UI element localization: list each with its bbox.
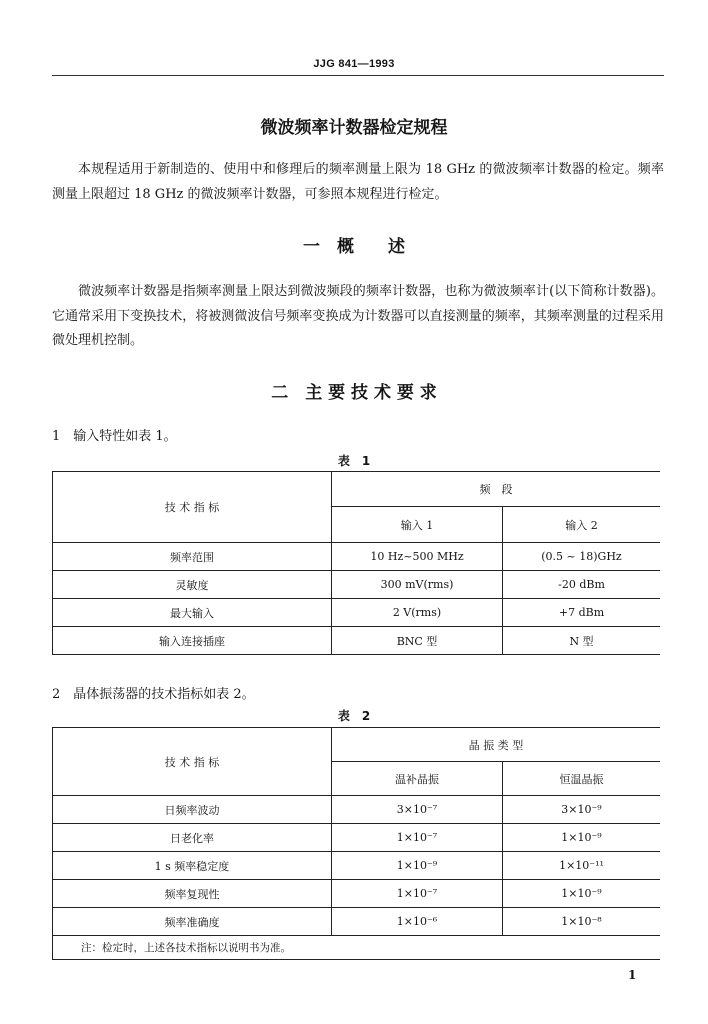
table2-group-header: 晶 振 类 型 [332,728,661,762]
table-cell: 1×10⁻⁹ [332,852,503,880]
table-cell: 1×10⁻¹¹ [503,852,661,880]
table-1 [52,471,660,655]
table-row [53,627,661,655]
table-cell: 频率范围 [53,543,332,571]
table-cell: 300 mV(rms) [332,571,503,599]
table1-group-header: 频 段 [332,472,661,507]
table-cell: -20 dBm [503,571,661,599]
table-row [53,880,661,908]
table-cell: BNC 型 [332,627,503,655]
table2-note: 注：检定时，上述各技术指标以说明书为准。 [53,936,661,960]
table-cell: 最大输入 [53,599,332,627]
header-rule [52,75,664,76]
table-cell: 1×10⁻⁶ [332,908,503,936]
table-cell: 3×10⁻⁹ [503,796,661,824]
table-row [53,599,661,627]
table-cell: 频率准确度 [53,908,332,936]
table-row [53,852,661,880]
table-cell: 1×10⁻⁷ [332,880,503,908]
table2-caption: 表 2 [337,709,371,723]
table-cell: 10 Hz~500 MHz [332,543,503,571]
table-cell: 灵敏度 [53,571,332,599]
table-row [53,796,661,824]
table-cell: 3×10⁻⁷ [332,796,503,824]
page-number: 1 [628,968,637,982]
table-cell: 日频率波动 [53,796,332,824]
table2-col1-header: 温补晶振 [332,762,503,796]
section-overview-heading: 一 概 述 [303,237,405,257]
item-2-text: 2 晶体振荡器的技术指标如表 2。 [52,687,255,702]
table-cell: 1×10⁻⁹ [503,880,661,908]
table-row [53,543,661,571]
table-cell: 1×10⁻⁸ [503,908,661,936]
table-cell: 1 s 频率稳定度 [53,852,332,880]
table1-row-header: 技 术 指 标 [53,472,332,543]
table1-col2-header: 输入 2 [503,507,661,543]
table-cell: 1×10⁻⁹ [503,824,661,852]
table-row [53,824,661,852]
table1-caption: 表 1 [337,454,371,468]
table-cell: +7 dBm [503,599,661,627]
section-requirements-heading: 二 主 要 技 术 要 求 [271,383,437,403]
table-cell: N 型 [503,627,661,655]
table-cell: 1×10⁻⁷ [332,824,503,852]
table-cell: 频率复现性 [53,880,332,908]
table-2 [52,727,660,960]
table-cell: 输入连接插座 [53,627,332,655]
table-cell: 日老化率 [53,824,332,852]
table2-col2-header: 恒温晶振 [503,762,661,796]
table2-row-header: 技 术 指 标 [53,728,332,796]
overview-paragraph: 微波频率计数器是指频率测量上限达到微波频段的频率计数器，也称为微波频率计(以下简称计数器)。它通常采用下变换技术，将被测微波信号频率变换成为计数器可以直接测量的频率，其频率测量的过程采用微处理机控制。 [52,284,664,348]
page-title: 微波频率计数器检定规程 [260,118,448,138]
table-cell: 2 V(rms) [332,599,503,627]
intro-paragraph: 本规程适用于新制造的、使用中和修理后的频率测量上限为 18 GHz 的微波频率计数器的检定。频率测量上限超过 18 GHz 的微波频率计数器，可参照本规程进行检定。 [52,162,664,202]
table-row [53,571,661,599]
table1-col1-header: 输入 1 [332,507,503,543]
item-1-text: 1 输入特性如表 1。 [52,429,177,444]
table-row [53,908,661,936]
table-cell: (0.5 ~ 18)GHz [503,543,661,571]
document-code: JJG 841—1993 [313,58,395,70]
